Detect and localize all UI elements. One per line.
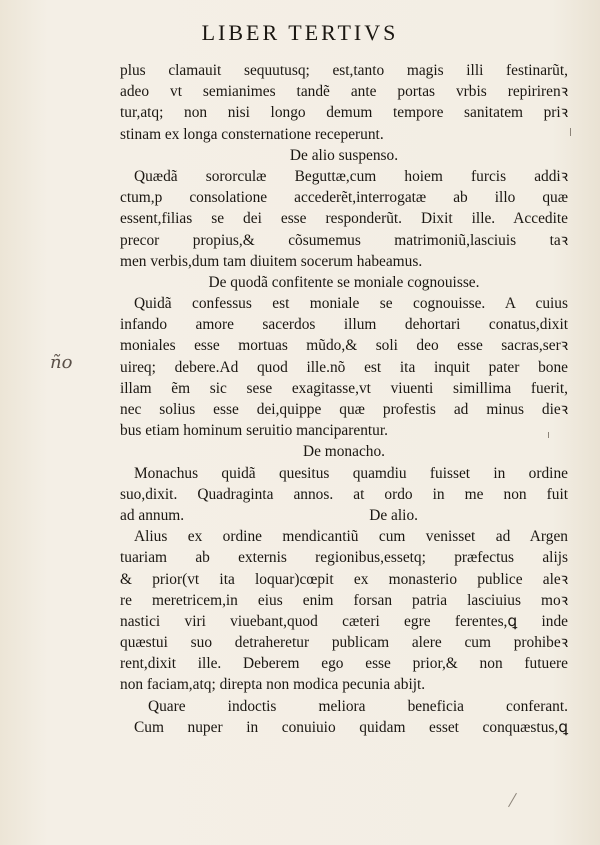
section-heading: De alio. bbox=[369, 506, 418, 524]
section-heading: De quodã confitente se moniale cognouisse. bbox=[208, 273, 480, 291]
text-line: rent,dixit ille. Deberem ego esse prior,& non futuere bbox=[120, 655, 568, 673]
marginal-annotation: ño bbox=[50, 352, 73, 373]
section-heading: De monacho. bbox=[302, 443, 386, 461]
text-line: Monachus quidã quesitus quamdiu fuisset in ordine bbox=[134, 464, 568, 482]
text-line: & prior(vt ita loquar)cœpit ex monasterio publice aleꝛ bbox=[120, 570, 568, 588]
margin-mark bbox=[548, 432, 549, 438]
text-line: moniales esse mortuas mũdo,& soli deo esse sacras,serꝛ bbox=[120, 337, 568, 355]
section-heading: Quare indoctis meliora beneficia conferant. bbox=[148, 697, 568, 715]
margin-mark bbox=[570, 128, 571, 136]
text-line: Quidã confessus est moniale se cognouisse. A cuius bbox=[134, 295, 568, 313]
text-line-with-heading bbox=[120, 505, 568, 526]
text-block bbox=[120, 60, 568, 738]
text-line: uireq; debere.Ad quod ille.nõ est ita inquit pater bone bbox=[120, 358, 568, 376]
text-fragment: ad annum. bbox=[120, 506, 185, 524]
text-line: nec solius esse dei,quippe quæ profestis ad minus dieꝛ bbox=[120, 401, 568, 418]
text-line: nastici viri viuebant,quod cæteri egre ferentes,ꝗ inde bbox=[120, 612, 568, 630]
text-line: Quædã sororculæ Beguttæ,cum hoiem furcis addiꝛ bbox=[134, 167, 568, 185]
text-line: men verbis,dum tam diuitem socerum habeamus. bbox=[120, 252, 423, 270]
section-heading: De alio suspenso. bbox=[289, 146, 399, 164]
running-title: LIBER TERTIVS bbox=[201, 20, 399, 45]
text-line: bus etiam hominum seruitio manciparentur. bbox=[120, 422, 388, 440]
text-line: adeo vt semianimes tandẽ ante portas vrbis repirirenꝛ bbox=[120, 83, 568, 101]
text-line: stinam ex longa consternatione receperunt. bbox=[120, 125, 384, 143]
text-line: illam ẽm sic sese exagitasse,vt viuenti simillima fuerit, bbox=[120, 379, 568, 397]
text-line: quæstui suo detraheretur publicam alere cum prohibeꝛ bbox=[120, 634, 568, 652]
text-line: tuariam ab externis regionibus,essetq; præfectus alijs bbox=[120, 549, 568, 567]
text-line: Cum nuper in conuiuio quidam esset conquæstus,ꝗ bbox=[134, 718, 568, 736]
text-line: plus clamauit sequutusq; est,tanto magis illi festinarũt, bbox=[120, 62, 568, 79]
text-line: precor propius,& cõsumemus matrimoniũ,lasciuis taꝛ bbox=[120, 231, 568, 249]
text-line: non faciam,atq; direpta non modica pecunia abijt. bbox=[120, 676, 426, 694]
text-line: essent,filias se dei esse responderũt. Dixit ille. Accedite bbox=[120, 210, 568, 228]
text-line: ctum,p consolatione accederẽt,interrogatæ ab illo quæ bbox=[120, 189, 568, 207]
text-line: suo,dixit. Quadraginta annos. at ordo in me non fuit bbox=[120, 485, 568, 503]
text-line: re meretricem,in eius enim forsan patria lasciuius moꝛ bbox=[120, 591, 568, 609]
text-line: tur,atq; non nisi longo demum tempore sanitatem priꝛ bbox=[120, 104, 568, 122]
text-line: Alius ex ordine mendicantiũ cum venisset ad Argen bbox=[134, 528, 568, 546]
margin-mark bbox=[508, 793, 517, 807]
text-line: infando amore sacerdos illum dehortari conatus,dixit bbox=[120, 316, 568, 334]
